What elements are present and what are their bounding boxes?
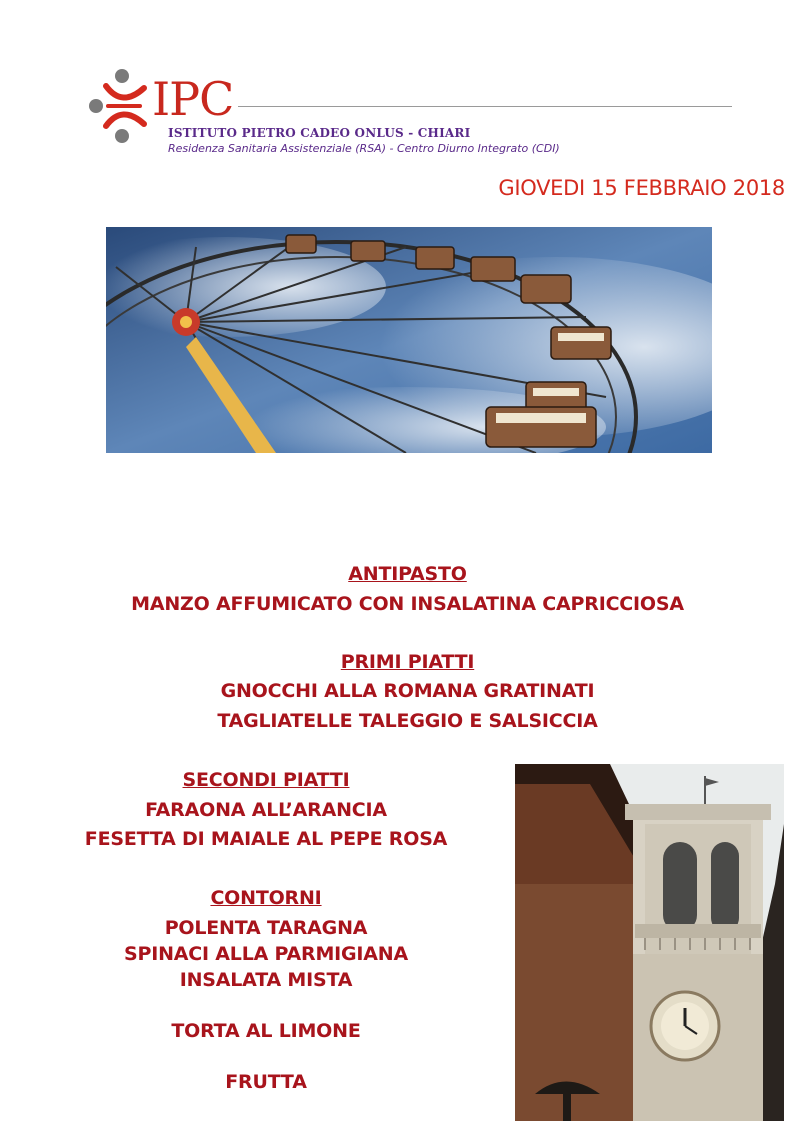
- logo-text: IPC: [152, 72, 234, 126]
- contorni-item: POLENTA TARAGNA: [164, 917, 368, 939]
- menu-date: GIOVEDI 15 FEBBRAIO 2018: [498, 176, 785, 200]
- header-divider: [238, 106, 732, 107]
- contorni-heading: CONTORNI: [210, 887, 322, 909]
- ferris-wheel-photo: [106, 227, 712, 453]
- logo-icon: [86, 68, 152, 144]
- dessert-item: TORTA AL LIMONE: [171, 1020, 361, 1042]
- contorni-item: INSALATA MISTA: [179, 969, 353, 991]
- primi-heading: PRIMI PIATTI: [340, 651, 475, 673]
- antipasto-heading: ANTIPASTO: [348, 563, 467, 585]
- primi-item: TAGLIATELLE TALEGGIO E SALSICCIA: [217, 710, 598, 732]
- org-name: ISTITUTO PIETRO CADEO ONLUS - CHIARI: [168, 126, 471, 140]
- org-subtitle: Residenza Sanitaria Assistenziale (RSA) - Centro Diurno Integrato (CDI): [168, 142, 560, 155]
- bell-tower-photo: [515, 764, 784, 1121]
- secondi-item: FESETTA DI MAIALE AL PEPE ROSA: [84, 828, 448, 850]
- antipasto-item: MANZO AFFUMICATO CON INSALATINA CAPRICCIOSA: [131, 593, 684, 615]
- secondi-item: FARAONA ALL’ARANCIA: [145, 799, 387, 821]
- primi-item: GNOCCHI ALLA ROMANA GRATINATI: [220, 680, 595, 702]
- secondi-heading: SECONDI PIATTI: [182, 769, 350, 791]
- contorni-item: SPINACI ALLA PARMIGIANA: [123, 943, 409, 965]
- fruit-item: FRUTTA: [225, 1071, 307, 1093]
